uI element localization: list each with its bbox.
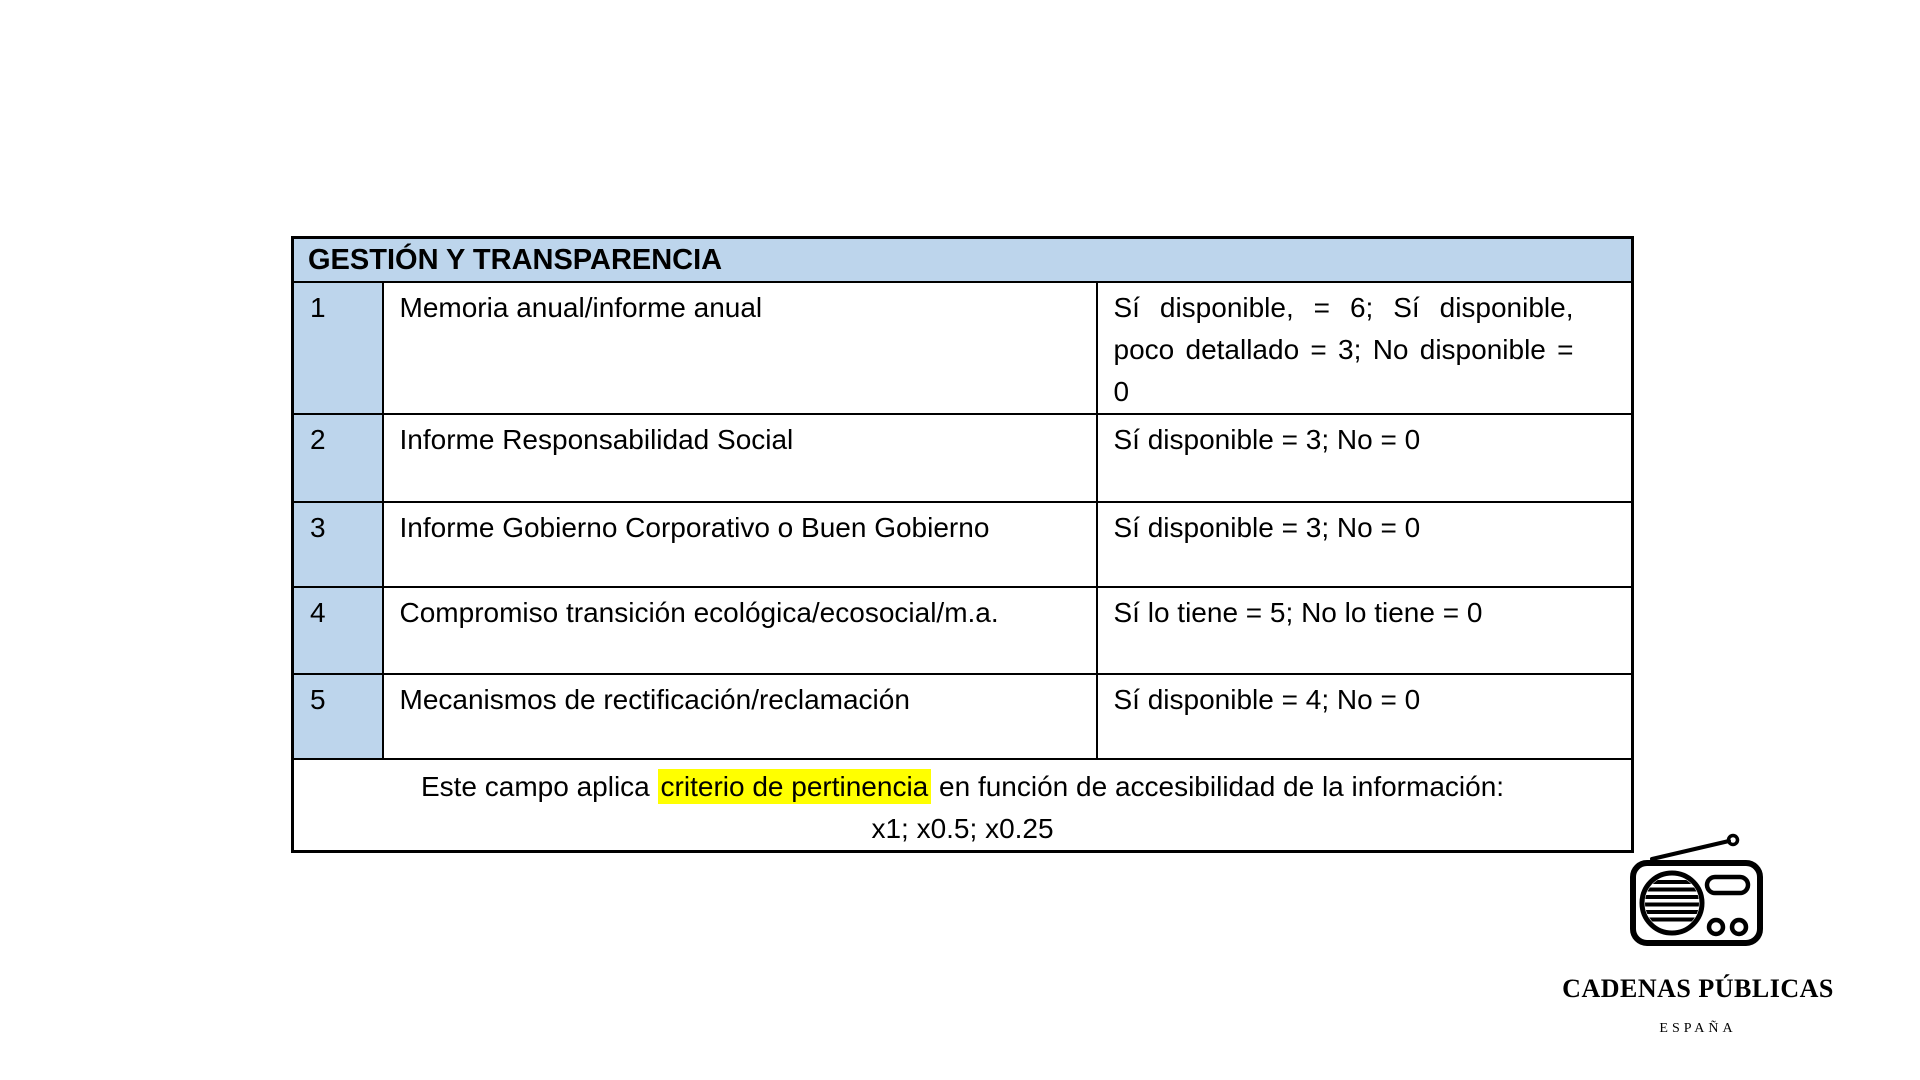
scoring-text: Sí disponible, = 6; Sí disponible, poco detallado = 3; No disponible = 0: [1113, 291, 1574, 407]
row-number: 1: [293, 282, 383, 414]
scoring-cell: Sí lo tiene = 5; No lo tiene = 0: [1097, 587, 1633, 674]
multiplier-line: x1; x0.5; x0.25: [871, 812, 1054, 844]
criterion-cell: Memoria anual/informe anual: [383, 282, 1097, 414]
table-row: [293, 502, 1633, 587]
radio-icon: [1626, 830, 1770, 950]
pertinence-note-line1: [302, 766, 1623, 808]
row-number: 3: [293, 502, 383, 587]
note-prefix: Este campo aplica: [420, 770, 658, 802]
row-number: 2: [293, 414, 383, 502]
scoring-cell: Sí disponible = 4; No = 0: [1097, 674, 1633, 759]
scoring-cell: [1097, 282, 1633, 414]
table-footer-row: [293, 759, 1633, 852]
scoring-cell: Sí disponible = 3; No = 0: [1097, 502, 1633, 587]
table-title: GESTIÓN Y TRANSPARENCIA: [293, 238, 1633, 282]
table-row: [293, 414, 1633, 502]
logo-title: CADENAS PÚBLICAS: [1562, 974, 1834, 1003]
table-row: [293, 282, 1633, 414]
row-number: 5: [293, 674, 383, 759]
criterion-cell: Informe Gobierno Corporativo o Buen Gobierno: [383, 502, 1097, 587]
note-suffix: en función de accesibilidad de la información:: [931, 770, 1505, 802]
criterion-cell: Compromiso transición ecológica/ecosocial/m.a.: [383, 587, 1097, 674]
pertinence-highlight: criterio de pertinencia: [658, 769, 932, 804]
scoring-cell: Sí disponible = 3; No = 0: [1097, 414, 1633, 502]
table-row: [293, 587, 1633, 674]
row-number: 4: [293, 587, 383, 674]
pertinence-note: [293, 759, 1633, 852]
scoring-table: [291, 236, 1634, 853]
criterion-cell: Informe Responsabilidad Social: [383, 414, 1097, 502]
criterion-cell: Mecanismos de rectificación/reclamación: [383, 674, 1097, 759]
logo-subtitle: ESPAÑA: [1659, 1021, 1737, 1036]
table-row: [293, 674, 1633, 759]
